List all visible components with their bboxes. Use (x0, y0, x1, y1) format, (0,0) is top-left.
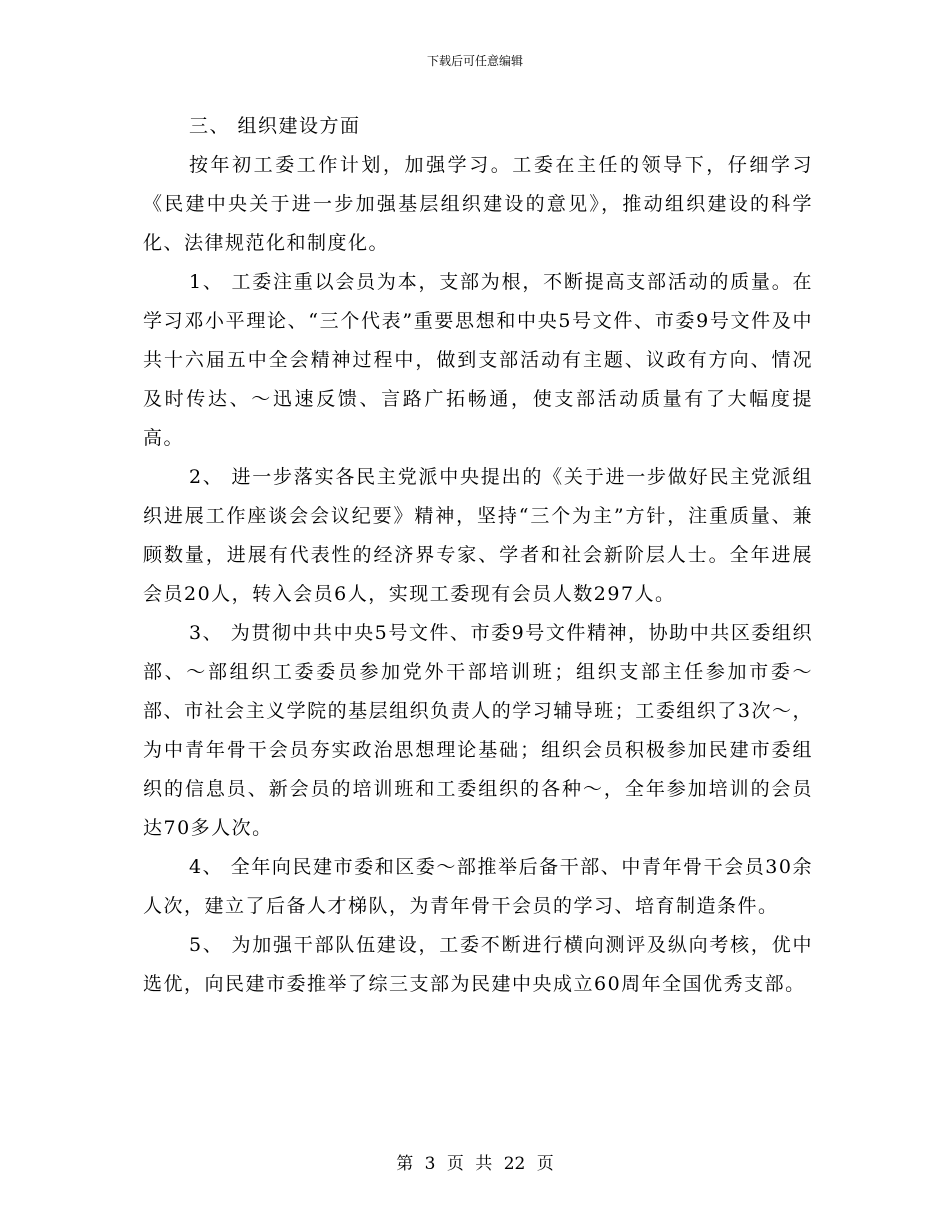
paragraph-item-1: 1、 工委注重以会员为本，支部为根，不断提高支部活动的质量。在学习邓小平理论、“三个代表”重要思想和中央5号文件、市委9号文件及中共十六届五中全会精神过程中，做到支部活动有主题、议政有方向、情况及时传达、～迅速反馈、言路广拓畅通，使支部活动质量有了大幅度提高。 (143, 271, 813, 449)
page-number: 第 3 页 共 22 页 (396, 1154, 554, 1174)
paragraph-item-5: 5、 为加强干部队伍建设，工委不断进行横向测评及纵向考核，优中选优，向民建市委推举了综三支部为民建中央成立60周年全国优秀支部。 (143, 934, 813, 995)
paragraph-item-3: 3、 为贯彻中共中央5号文件、市委9号文件精神，协助中共区委组织部、～部组织工委委员参加党外干部培训班；组织支部主任参加市委～部、市社会主义学院的基层组织负责人的学习辅导班；工委组织了3次～，为中青年骨干会员夯实政治思想理论基础；组织会员积极参加民建市委组织的信息员、新会员的培训班和工委组织的各种～，全年参加培训的会员达70多人次。 (143, 622, 813, 839)
header-note: 下载后可任意编辑 (426, 54, 523, 68)
paragraph-item-4: 4、 全年向民建市委和区委～部推举后备干部、中青年骨干会员30余人次，建立了后备人才梯队，为青年骨干会员的学习、培育制造条件。 (143, 856, 813, 917)
paragraph-item-2: 2、 进一步落实各民主党派中央提出的《关于进一步做好民主党派组织进展工作座谈会会议纪要》精神，坚持“三个为主”方针，注重质量、兼顾数量，进展有代表性的经济界专家、学者和社会新阶层人士。全年进展会员20人，转入会员6人，实现工委现有会员人数297人。 (143, 466, 813, 605)
paragraph-intro: 按年初工委工作计划，加强学习。工委在主任的领导下，仔细学习《民建中央关于进一步加强基层组织建设的意见》，推动组织建设的科学化、法律规范化和制度化。 (143, 154, 813, 254)
document-body (143, 107, 813, 1004)
section-title: 三、 组织建设方面 (189, 115, 361, 137)
